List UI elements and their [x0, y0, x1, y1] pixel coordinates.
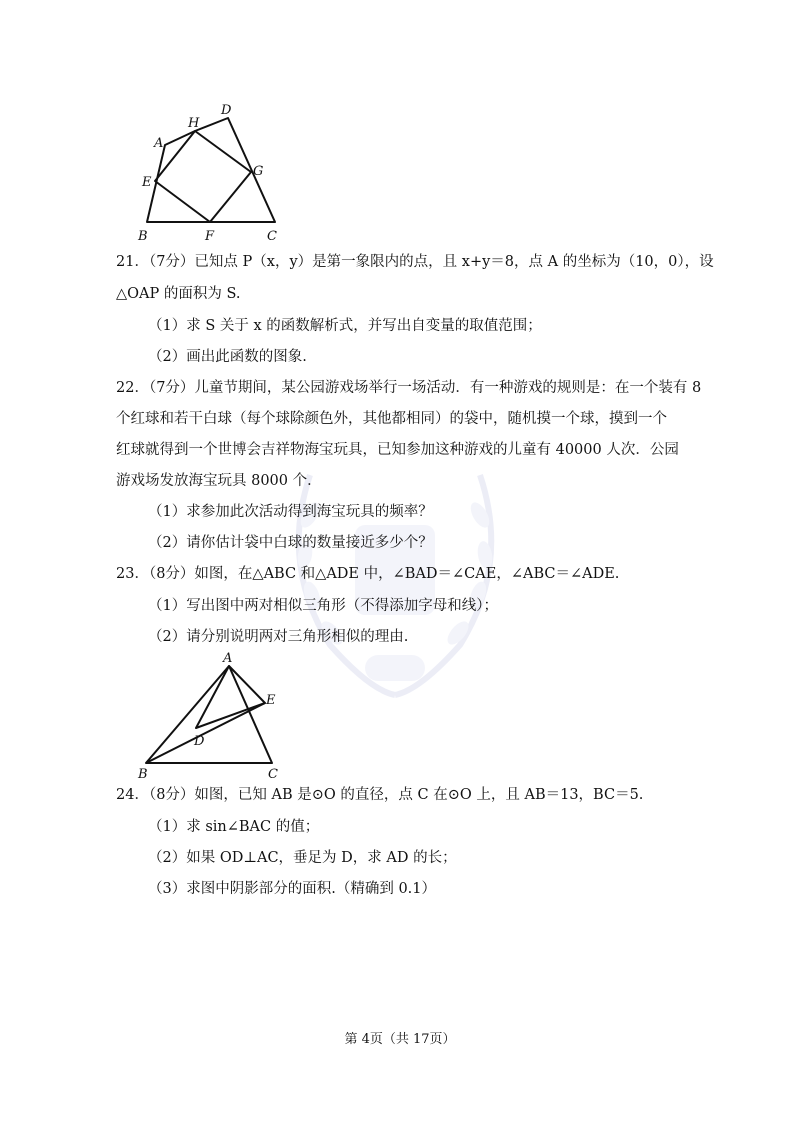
q22-stem-line1: 22．（7分）儿童节期间，某公园游戏场举行一场活动．有一种游戏的规则是：在一个装有 8: [116, 380, 702, 396]
q24-stem-line1: 24．（8分）如图，已知 AB 是⊙O 的直径，点 C 在⊙O 上，且 AB＝13，BC＝5.: [116, 787, 644, 803]
q23-stem-line1: 23．（8分）如图，在△ABC 和△ADE 中，∠BAD＝∠CAE，∠ABC＝∠ADE.: [116, 566, 620, 582]
fig1-label-e: E: [142, 175, 152, 190]
q24-sub2: （2）如果 OD⊥AC，垂足为 D，求 AD 的长；: [148, 850, 457, 866]
q24-sub1: （1）求 sin∠BAC 的值；: [148, 819, 320, 835]
fig1-label-d: D: [221, 103, 232, 118]
q21-sub1: （1）求 S 关于 x 的函数解析式，并写出自变量的取值范围；: [148, 318, 542, 334]
page-number-footer: 第 4页（共 17页）: [344, 1032, 456, 1047]
fig1-label-f: F: [205, 229, 215, 243]
fig2-label-c: C: [268, 767, 278, 782]
fig2-label-b: B: [138, 767, 148, 782]
q22-stem-line3: 红球就得到一个世博会吉祥物海宝玩具，已知参加这种游戏的儿童有 40000 人次．公园: [116, 442, 679, 458]
q23-sub2: （2）请分别说明两对三角形相似的理由.: [148, 629, 409, 645]
fig2-label-a: A: [223, 651, 233, 666]
q21-sub2: （2）画出此函数的图象.: [148, 349, 307, 365]
q22-sub2: （2）请你估计袋中白球的数量接近多少个？: [148, 535, 433, 551]
fig2-label-d: D: [194, 734, 205, 749]
q22-sub1: （1）求参加此次活动得到海宝玩具的频率？: [148, 504, 433, 520]
figure-similar-triangles: [132, 648, 292, 783]
q24-sub3: （3）求图中阴影部分的面积.（精确到 0.1）: [148, 881, 437, 897]
fig1-label-b: B: [138, 229, 148, 243]
fig2-label-e: E: [266, 693, 276, 708]
fig1-label-c: C: [267, 229, 277, 243]
fig1-label-a: A: [154, 136, 164, 151]
q23-sub1: （1）写出图中两对相似三角形（不得添加字母和线）；: [148, 598, 498, 614]
q21-stem-line2: △OAP 的面积为 S.: [116, 286, 241, 302]
q22-stem-line2: 个红球和若干白球（每个球除颜色外，其他都相同）的袋中，随机摸一个球，摸到一个: [116, 411, 667, 427]
figure-quadrilateral: [130, 98, 290, 243]
fig1-label-h: H: [188, 116, 200, 131]
fig1-label-g: G: [253, 164, 264, 179]
q22-stem-line4: 游戏场发放海宝玩具 8000 个．: [116, 473, 322, 489]
q21-stem-line1: 21．（7分）已知点 P（x，y）是第一象限内的点，且 x+y＝8，点 A 的坐标为（10，0），设: [116, 254, 714, 270]
